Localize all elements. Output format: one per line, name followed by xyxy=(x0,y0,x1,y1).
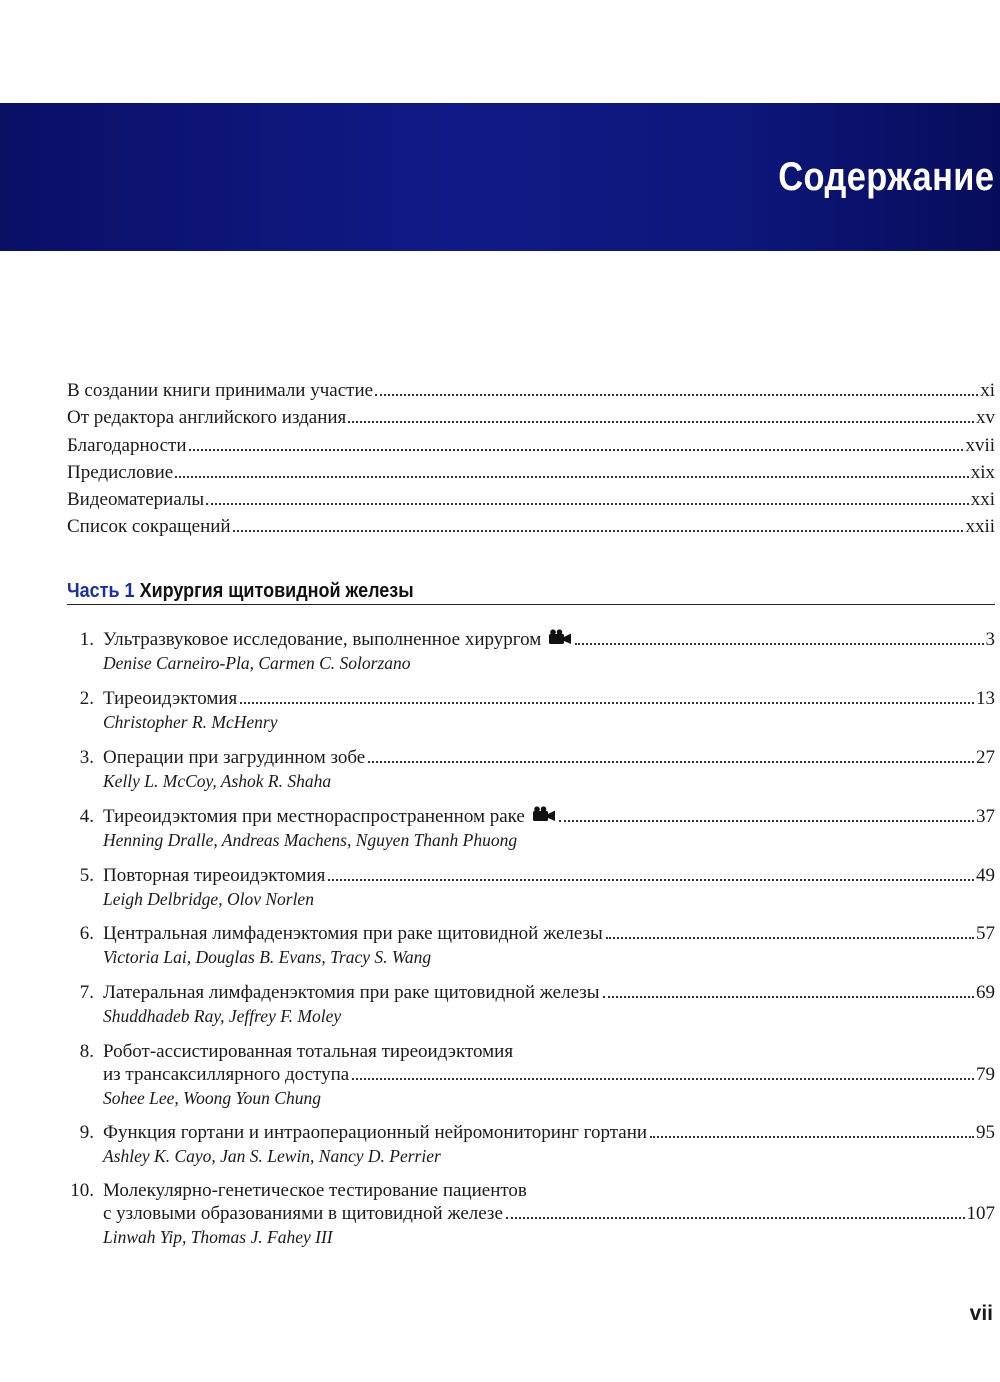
video-camera-icon xyxy=(532,806,556,822)
dot-leader xyxy=(506,1216,965,1219)
chapter-page: 27 xyxy=(976,747,995,768)
toc-entry-page: xix xyxy=(970,461,995,483)
video-camera-icon xyxy=(548,629,572,645)
part-title: Хирургия щитовидной железы xyxy=(139,580,414,602)
toc-entry[interactable] xyxy=(67,459,995,486)
part-number: Часть 1 xyxy=(67,580,135,602)
chapter-authors: Victoria Lai, Douglas B. Evans, Tracy S. Wang xyxy=(103,947,432,967)
toc-entry-title: Видеоматериалы xyxy=(67,489,205,511)
chapter-number: 2. xyxy=(79,688,94,709)
chapter-page: 3 xyxy=(985,629,995,650)
dot-leader xyxy=(650,1135,974,1138)
chapter-entry[interactable] xyxy=(60,981,995,1028)
toc-entry-title: От редактора английского издания xyxy=(67,407,347,429)
chapter-title: Тиреоидэктомия при местнораспространенном раке xyxy=(103,806,525,827)
chapter-entry[interactable] xyxy=(60,922,995,969)
chapter-entry[interactable] xyxy=(60,805,995,852)
chapter-number: 4. xyxy=(79,806,94,827)
chapter-page: 37 xyxy=(976,806,995,827)
dot-leader xyxy=(189,448,964,451)
chapter-authors: Christopher R. McHenry xyxy=(103,712,278,732)
dot-leader xyxy=(352,1077,974,1080)
chapter-entry[interactable] xyxy=(60,628,995,675)
chapter-number: 8. xyxy=(79,1041,94,1062)
chapter-title: Повторная тиреоидэктомия xyxy=(103,865,326,886)
chapter-entry[interactable] xyxy=(60,864,995,911)
toc-entry[interactable] xyxy=(67,486,995,513)
chapter-entry[interactable] xyxy=(60,1121,995,1168)
chapter-page: 13 xyxy=(976,688,995,709)
chapter-entry[interactable] xyxy=(60,687,995,734)
dot-leader xyxy=(233,529,964,532)
chapter-page: 49 xyxy=(976,865,995,886)
dot-leader xyxy=(375,393,978,396)
toc-entry[interactable] xyxy=(67,513,995,540)
chapter-number: 6. xyxy=(79,923,94,944)
toc-entry[interactable] xyxy=(67,432,995,459)
chapter-title-line1: Молекулярно-генетическое тестирование пациентов xyxy=(103,1180,527,1201)
toc-entry-page: xxii xyxy=(965,516,995,538)
chapter-title: Функция гортани и интраоперационный нейромониторинг гортани xyxy=(103,1122,648,1143)
chapter-page: 57 xyxy=(976,923,995,944)
chapter-page: 79 xyxy=(976,1064,995,1085)
chapter-page: 107 xyxy=(966,1203,995,1224)
chapter-page: 95 xyxy=(976,1122,995,1143)
chapter-title: из трансаксиллярного доступа xyxy=(103,1064,350,1085)
chapter-authors: Ashley K. Cayo, Jan S. Lewin, Nancy D. Perrier xyxy=(103,1146,441,1166)
dot-leader xyxy=(606,936,974,939)
chapter-number: 7. xyxy=(79,982,94,1003)
toc-entry-title: Предисловие xyxy=(67,461,174,483)
chapter-authors: Linwah Yip, Thomas J. Fahey III xyxy=(103,1227,333,1247)
chapter-authors: Leigh Delbridge, Olov Norlen xyxy=(103,889,314,909)
dot-leader xyxy=(175,475,968,478)
chapter-authors: Sohee Lee, Woong Youn Chung xyxy=(103,1088,321,1108)
chapter-number: 10. xyxy=(70,1180,94,1201)
toc-entry[interactable] xyxy=(67,377,995,404)
chapter-page: 69 xyxy=(976,982,995,1003)
dot-leader xyxy=(348,420,974,423)
dot-leader xyxy=(559,819,974,822)
chapter-number: 1. xyxy=(79,629,94,650)
toc-entry-page: xi xyxy=(980,380,995,401)
toc-entry-page: xv xyxy=(976,407,995,429)
dot-leader xyxy=(575,642,983,645)
header-banner xyxy=(0,103,1000,251)
chapter-authors: Shuddhadeb Ray, Jeffrey F. Moley xyxy=(103,1006,342,1026)
chapter-entry[interactable] xyxy=(60,1179,995,1249)
chapter-title: Тиреоидэктомия xyxy=(103,688,238,709)
chapter-title: Операции при загрудинном зобе xyxy=(103,747,366,768)
dot-leader xyxy=(368,760,974,763)
page-number: vii xyxy=(969,1302,993,1325)
toc-entry-page: xxi xyxy=(970,489,995,511)
chapter-title: с узловыми образованиями в щитовидной железе xyxy=(103,1203,503,1224)
dot-leader xyxy=(206,502,969,505)
toc-entry-page: xvii xyxy=(965,434,995,456)
chapter-title: Латеральная лимфаденэктомия при раке щитовидной железы xyxy=(103,982,600,1003)
toc-entry-title: В создании книги принимали участие xyxy=(67,380,374,401)
chapter-title-line1: Робот-ассистированная тотальная тиреоидэктомия xyxy=(103,1041,514,1062)
toc-entry-title: Благодарности xyxy=(67,434,187,456)
chapter-entry[interactable] xyxy=(60,746,995,793)
chapter-number: 9. xyxy=(79,1122,94,1143)
dot-leader xyxy=(328,878,974,881)
chapter-authors: Kelly L. McCoy, Ashok R. Shaha xyxy=(103,771,332,791)
dot-leader xyxy=(603,995,974,998)
chapter-title: Центральная лимфаденэктомия при раке щитовидной железы xyxy=(103,923,603,944)
front-matter-list xyxy=(67,377,995,541)
part-heading xyxy=(67,580,995,605)
chapter-title: Ультразвуковое исследование, выполненное хирургом xyxy=(103,629,542,650)
toc-entry[interactable] xyxy=(67,404,995,431)
chapter-authors: Denise Carneiro-Pla, Carmen C. Solorzano xyxy=(103,653,411,673)
chapter-number: 5. xyxy=(79,865,94,886)
toc-entry-title: Список сокращений xyxy=(67,516,231,538)
page-title: Содержание xyxy=(777,155,994,199)
chapter-number: 3. xyxy=(79,747,94,768)
chapter-authors: Henning Dralle, Andreas Machens, Nguyen Thanh Phuong xyxy=(103,830,518,850)
chapter-entry[interactable] xyxy=(60,1040,995,1110)
dot-leader xyxy=(240,701,974,704)
